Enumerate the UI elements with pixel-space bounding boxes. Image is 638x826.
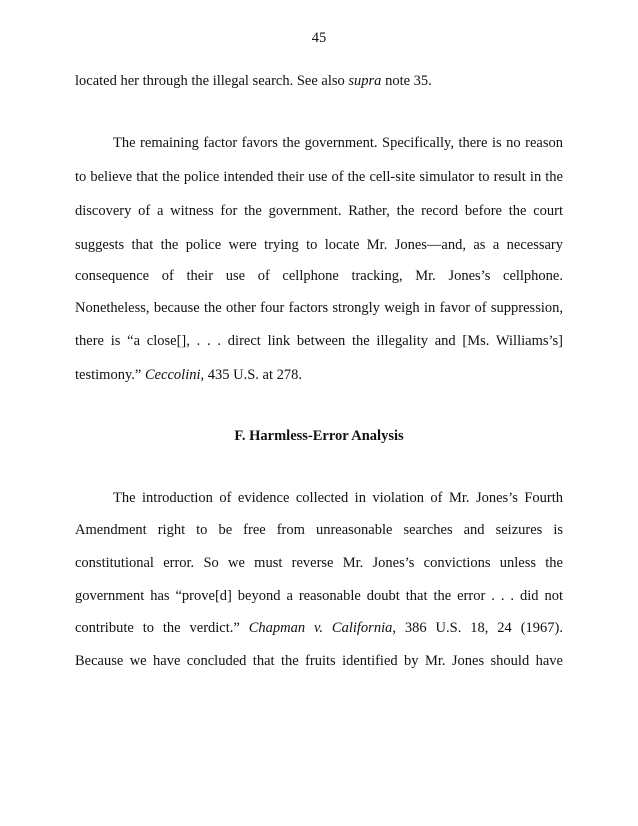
- paragraph-2-line: discovery of a witness for the government. Rather, the record before the court: [75, 203, 563, 219]
- case-citation: Chapman v. California: [248, 620, 393, 636]
- paragraph-2-line: consequence of their use of cellphone tracking, Mr. Jones’s cellphone.: [75, 268, 563, 284]
- paragraph-3-line: constitutional error. So we must reverse Mr. Jones’s convictions unless the: [75, 555, 563, 571]
- paragraph-2-line: there is “a close[], . . . direct link between the illegality and [Ms. Williams’s]: [75, 333, 563, 349]
- paragraph-3-line: contribute to the verdict.” Chapman v. California, 386 U.S. 18, 24 (1967).: [75, 620, 563, 636]
- paragraph-3-line: government has “prove[d] beyond a reasonable doubt that the error . . . did not: [75, 588, 563, 604]
- paragraph-3-line: Amendment right to be free from unreasonable searches and seizures is: [75, 522, 563, 538]
- section-heading: F. Harmless-Error Analysis: [234, 428, 404, 444]
- paragraph-2-line: suggests that the police were trying to locate Mr. Jones—and, as a necessary: [75, 237, 563, 253]
- paragraph-2-line: Nonetheless, because the other four factors strongly weigh in favor of suppression,: [75, 300, 563, 316]
- paragraph-3-line: The introduction of evidence collected in violation of Mr. Jones’s Fourth: [113, 490, 563, 506]
- paragraph-3-line: Because we have concluded that the fruits identified by Mr. Jones should have: [75, 653, 563, 669]
- paragraph-2-line: The remaining factor favors the government. Specifically, there is no reason: [113, 135, 563, 151]
- paragraph-1-line: located her through the illegal search. See also supra note 35.: [75, 73, 432, 89]
- case-citation: Ceccolini: [144, 367, 201, 383]
- citation-signal: supra: [348, 73, 382, 89]
- paragraph-2-line: to believe that the police intended their use of the cell-site simulator to result in the: [75, 169, 563, 185]
- page-number: 45: [311, 30, 327, 46]
- paragraph-2-line: testimony.” Ceccolini, 435 U.S. at 278.: [75, 367, 303, 383]
